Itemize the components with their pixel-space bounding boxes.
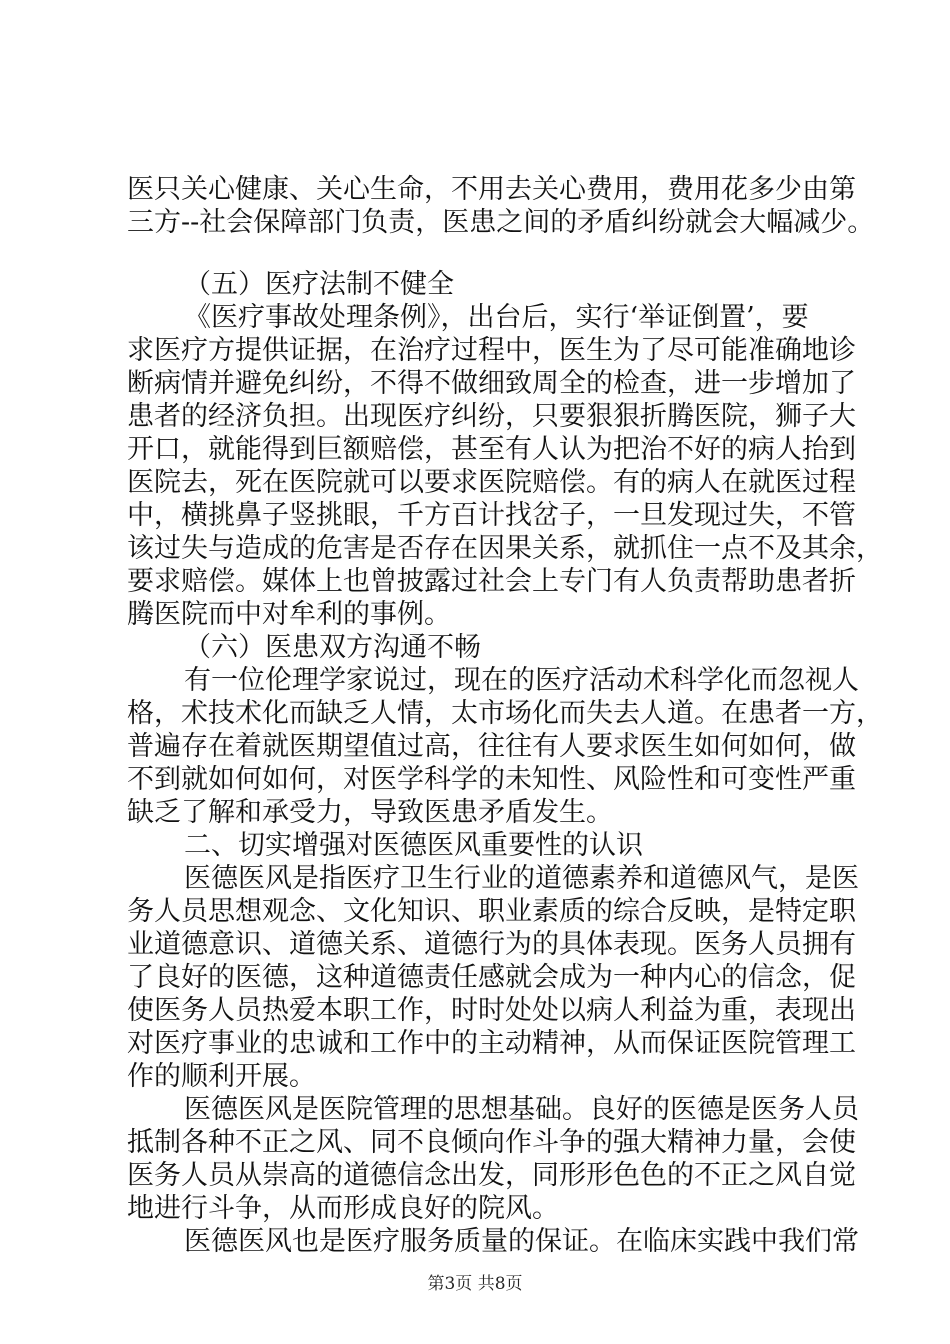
text-line: 医院去，死在医院就可以要求医院赔偿。有的病人在就医过程	[127, 467, 856, 498]
text-line: 有一位伦理学家说过，现在的医疗活动术科学化而忽视人	[184, 665, 859, 696]
text-line: 不到就如何如何，对医学科学的未知性、风险性和可变性严重	[127, 764, 856, 795]
text-line: 地进行斗争，从而形成良好的院风。	[127, 1193, 559, 1224]
text-line: 对医疗事业的忠诚和工作中的主动精神，从而保证医院管理工	[127, 1028, 856, 1059]
text-line: 使医务人员热爱本职工作，时时处处以病人利益为重，表现出	[127, 995, 856, 1026]
text-line: 普遍存在着就医期望值过高，往往有人要求医生如何如何，做	[127, 731, 856, 762]
text-line: 中，横挑鼻子竖挑眼，千方百计找岔子，一旦发现过失，不管	[127, 500, 856, 531]
text-line: 格，术技术化而缺乏人情，太市场化而失去人道。在患者一方，	[127, 698, 883, 729]
text-line: 患者的经济负担。出现医疗纠纷，只要狠狠折腾医院，狮子大	[127, 401, 856, 432]
text-line: 医德医风也是医疗服务质量的保证。在临床实践中我们常	[184, 1226, 859, 1257]
text-line: 抵制各种不正之风、同不良倾向作斗争的强大精神力量，会使	[127, 1127, 856, 1158]
text-line: 务人员思想观念、文化知识、职业素质的综合反映，是特定职	[127, 896, 856, 927]
text-line: 业道德意识、道德关系、道德行为的具体表现。医务人员拥有	[127, 929, 856, 960]
text-line: 医德医风是指医疗卫生行业的道德素养和道德风气，是医	[184, 863, 859, 894]
section-heading: 二、切实增强对医德医风重要性的认识	[184, 830, 643, 861]
text-line: 作的顺利开展。	[127, 1061, 316, 1092]
section-heading: （五）医疗法制不健全	[184, 269, 454, 300]
text-line: 开口，就能得到巨额赔偿，甚至有人认为把治不好的病人抬到	[127, 434, 856, 465]
text-line: 医务人员从崇高的道德信念出发，同形形色色的不正之风自觉	[127, 1160, 856, 1191]
text-line: 求医疗方提供证据，在治疗过程中，医生为了尽可能准确地诊	[127, 335, 856, 366]
page-footer: 第3页 共8页	[427, 1274, 523, 1294]
text-line: 要求赔偿。媒体上也曾披露过社会上专门有人负责帮助患者折	[127, 566, 856, 597]
text-line: 医德医风是医院管理的思想基础。良好的医德是医务人员	[184, 1094, 859, 1125]
text-line: 《医疗事故处理条例》，出台后，实行‘举证倒置’，要	[184, 302, 809, 333]
text-line: 断病情并避免纠纷，不得不做细致周全的检查，进一步增加了	[127, 368, 856, 399]
text-line: 医只关心健康、关心生命，不用去关心费用，费用花多少由第	[127, 174, 856, 205]
text-line: 三方--社会保障部门负责，医患之间的矛盾纠纷就会大幅减少。	[127, 207, 875, 238]
section-heading: （六）医患双方沟通不畅	[184, 632, 481, 663]
text-line: 缺乏了解和承受力，导致医患矛盾发生。	[127, 797, 613, 828]
text-line: 了良好的医德，这种道德责任感就会成为一种内心的信念，促	[127, 962, 856, 993]
text-line: 该过失与造成的危害是否存在因果关系，就抓住一点不及其余，	[127, 533, 883, 564]
text-line: 腾医院而中对牟利的事例。	[127, 599, 451, 630]
